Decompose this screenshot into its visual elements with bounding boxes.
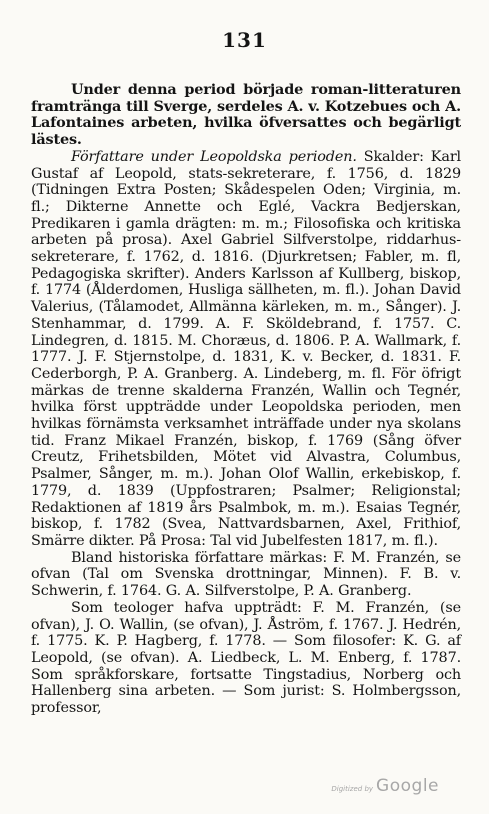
digitized-by-google-watermark [331, 776, 439, 796]
google-logo: Google [376, 776, 439, 796]
paragraph-teologer [31, 600, 461, 717]
paragraph-roman-litteratur [31, 82, 461, 149]
section-heading: Författare under Leopoldska perioden. [71, 148, 357, 165]
paragraph-historiska [31, 550, 461, 600]
paragraph-text: Under denna period började roman-litteraturen framtränga till Sverge, serdeles A. v. Kotzebues och A. Lafontaines arbeten, hvilka öfversattes och begärligt lästes. [31, 81, 461, 149]
paragraph-text: Bland historiska författare märkas: F. M. Franzén, se ofvan (Tal om Svenska drottningar, Minnen). F. B. v. Schwerin, f. 1764. G. A. Silfverstolpe, P. A. Granberg. [31, 549, 461, 600]
paragraph-text: Som teologer hafva uppträdt: F. M. Franzén, (se ofvan), J. O. Wallin, (se ofvan), J. Åström, f. 1767. J. Hedrén, f. 1775. K. P. Hagberg, f. 1778. — Som filosofer: K. G. af Leopold, (se ofvan). A. Liedbeck, L. M. Enberg, f. 1787. Som språkforskare, fortsatte Tingstadius, Norberg och Hallenberg sina arbeten. — Som jurist: S. Holmbergsson, professor, [31, 599, 461, 717]
watermark-prefix: Digitized by [331, 785, 374, 793]
page-number: 131 [222, 28, 267, 52]
paragraph-text: Skalder: Karl Gustaf af Leopold, stats-sekreterare, f. 1756, d. 1829 (Tidningen Extra Posten; Skådespelen Oden; Virginia, m. fl.; Dikterne Annette och Eglé, Vackra Bedjerskan, Predikaren i gamla drägten: m. m.; Filosofiska och kritiska arbeten på prosa). Axel Gabriel Silfverstolpe, riddarhus-sekreterare, f. 1762, d. 1816. (Djurkretsen; Fabler, m. fl, Pedagogiska skrifter). Anders Karlsson af Kullberg, biskop, f. 1774 (Ålderdomen, Husliga sällheten, m. fl.). Johan David Valerius, (Tålamodet, Allmänna kärleken, m. m., Sånger). J. Stenhammar, d. 1799. A. F. Sköldebrand, f. 1757. C. Lindegren, d. 1815. M. Choræus, d. 1806. P. A. Wallmark, f. 1777. J. F. Stjernstolpe, d. 1831, K. v. Becker, d. 1831. F. Cederborgh, P. A. Granberg. A. Lindeberg, m. fl. För öfrigt märkas de trenne skalderna Franzén, Wallin och Tegnér, hvilka först uppträdde under Leopoldska perioden, men hvilkas förnämsta verksamhet inträffade under nya skolans tid. Franz Mikael Franzén, biskop, f. 1769 (Sång öfver Creutz, Frihetsbilden, Mötet vid Alvastra, Columbus, Psalmer, Sånger, m. m.). Johan Olof Wallin, erkebiskop, f. 1779, d. 1839 (Uppfostraren; Psalmer; Religionstal; Redaktionen af 1819 års Psalmbok, m. m.). Esaias Tegnér, biskop, f. 1782 (Svea, Nattvardsbarnen, Axel, Frithiof, Smärre dikter. På Prosa: Tal vid Jubelfesten 1817, m. fl.). [31, 148, 462, 549]
body-text [31, 82, 461, 717]
paragraph-forfattare [31, 149, 461, 550]
